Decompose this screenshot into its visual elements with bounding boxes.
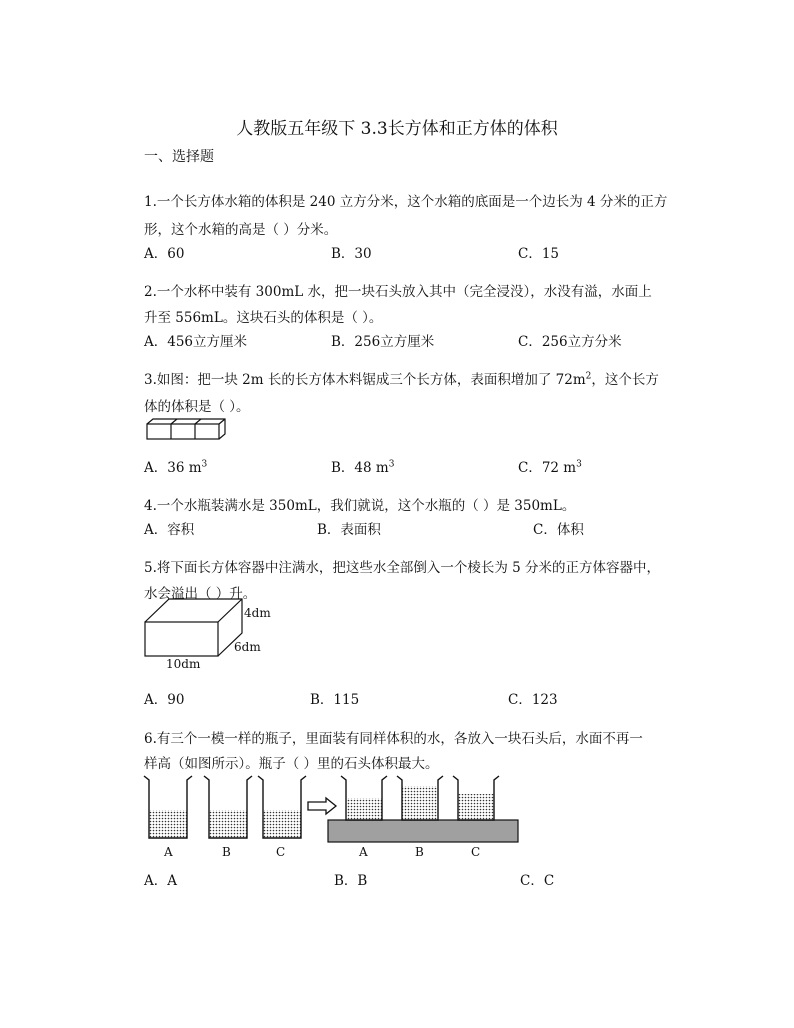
q3-option-c[interactable]: C．72 $m^3$: [518, 459, 582, 476]
q6-option-b[interactable]: B．B: [334, 873, 368, 889]
q6-option-a[interactable]: A．A: [144, 873, 177, 889]
q6-line2: 样高（如图所示）。瓶子（ ）里的石头体积最大。: [144, 756, 439, 772]
q6-label-b-after: B: [415, 845, 424, 859]
q2-line1: 2.一个水杯中装有 300mL 水，把一块石头放入其中（完全浸没），水没有溢，水面上: [144, 284, 652, 300]
q1-option-a[interactable]: A．60: [144, 246, 185, 262]
bottle-a-after: [341, 776, 387, 820]
q1-line1: 1.一个长方体水箱的体积是 240 立方分米，这个水箱的底面是一个边长为 4 分米的正方: [144, 194, 668, 210]
q5-option-b[interactable]: B．115: [310, 692, 360, 708]
q3-wood-figure: [146, 418, 228, 442]
q6-label-c-before: C: [276, 845, 286, 859]
q2-line2: 升至 556mL。这块石头的体积是（ ）。: [144, 310, 383, 326]
q1-option-c[interactable]: C．15: [518, 246, 560, 262]
q2-option-c[interactable]: C．256立方分米: [518, 334, 622, 350]
arrow-icon: [308, 798, 336, 814]
q5-option-c[interactable]: C．123: [508, 692, 558, 708]
q5-width-label: 6dm: [234, 640, 261, 654]
q5-option-a[interactable]: A．90: [144, 692, 185, 708]
q6-bottles-figure: [140, 772, 525, 844]
q6-label-a-after: A: [359, 845, 368, 859]
q3-line2: 体的体积是（ ）。: [144, 399, 250, 415]
bottle-c-before: [258, 776, 306, 838]
bottle-b-after: [397, 776, 443, 820]
shelf-platform: [328, 820, 518, 842]
q4-option-a[interactable]: A．容积: [144, 522, 195, 538]
bottle-b-before: [204, 776, 252, 838]
bottle-c-after: [453, 776, 499, 820]
section-heading: 一、选择题: [144, 149, 214, 165]
q6-label-b-before: B: [222, 845, 231, 859]
q4-line1: 4.一个水瓶装满水是 350mL，我们就说，这个水瓶的（ ）是 350mL。: [144, 498, 576, 514]
q3-option-b[interactable]: B．48 $m^3$: [331, 459, 395, 476]
q5-line2: 水会溢出（ ）升。: [144, 586, 257, 602]
q4-option-c[interactable]: C．体积: [533, 522, 584, 538]
q2-option-b[interactable]: B．256立方厘米: [331, 334, 435, 350]
q6-option-c[interactable]: C．C: [520, 873, 555, 889]
q5-height-label: 4dm: [244, 606, 271, 620]
q5-line1: 5.将下面长方体容器中注满水，把这些水全部倒入一个棱长为 5 分米的正方体容器中，: [144, 560, 661, 576]
q6-label-c-after: C: [471, 845, 481, 859]
q5-length-label: 10dm: [166, 657, 201, 671]
page-title: 人教版五年级下 3.3长方体和正方体的体积: [236, 119, 558, 139]
q4-option-b[interactable]: B．表面积: [317, 522, 381, 538]
q5-cuboid-figure: [144, 598, 244, 658]
q6-label-a-before: A: [164, 845, 173, 859]
q1-line2: 形，这个水箱的高是（ ）分米。: [144, 222, 338, 238]
q3-option-a[interactable]: A．36 $m^3$: [144, 459, 208, 476]
q2-option-a[interactable]: A．456立方厘米: [144, 334, 248, 350]
q3-line1: 3.如图：把一块 2m 长的长方体木料锯成三个长方体，表面积增加了 $72m^2$，这个长方: [144, 371, 659, 388]
q6-line1: 6.有三个一模一样的瓶子，里面装有同样体积的水，各放入一块石头后，水面不再一: [144, 731, 643, 747]
bottle-a-before: [144, 776, 192, 838]
q1-option-b[interactable]: B．30: [331, 246, 372, 262]
